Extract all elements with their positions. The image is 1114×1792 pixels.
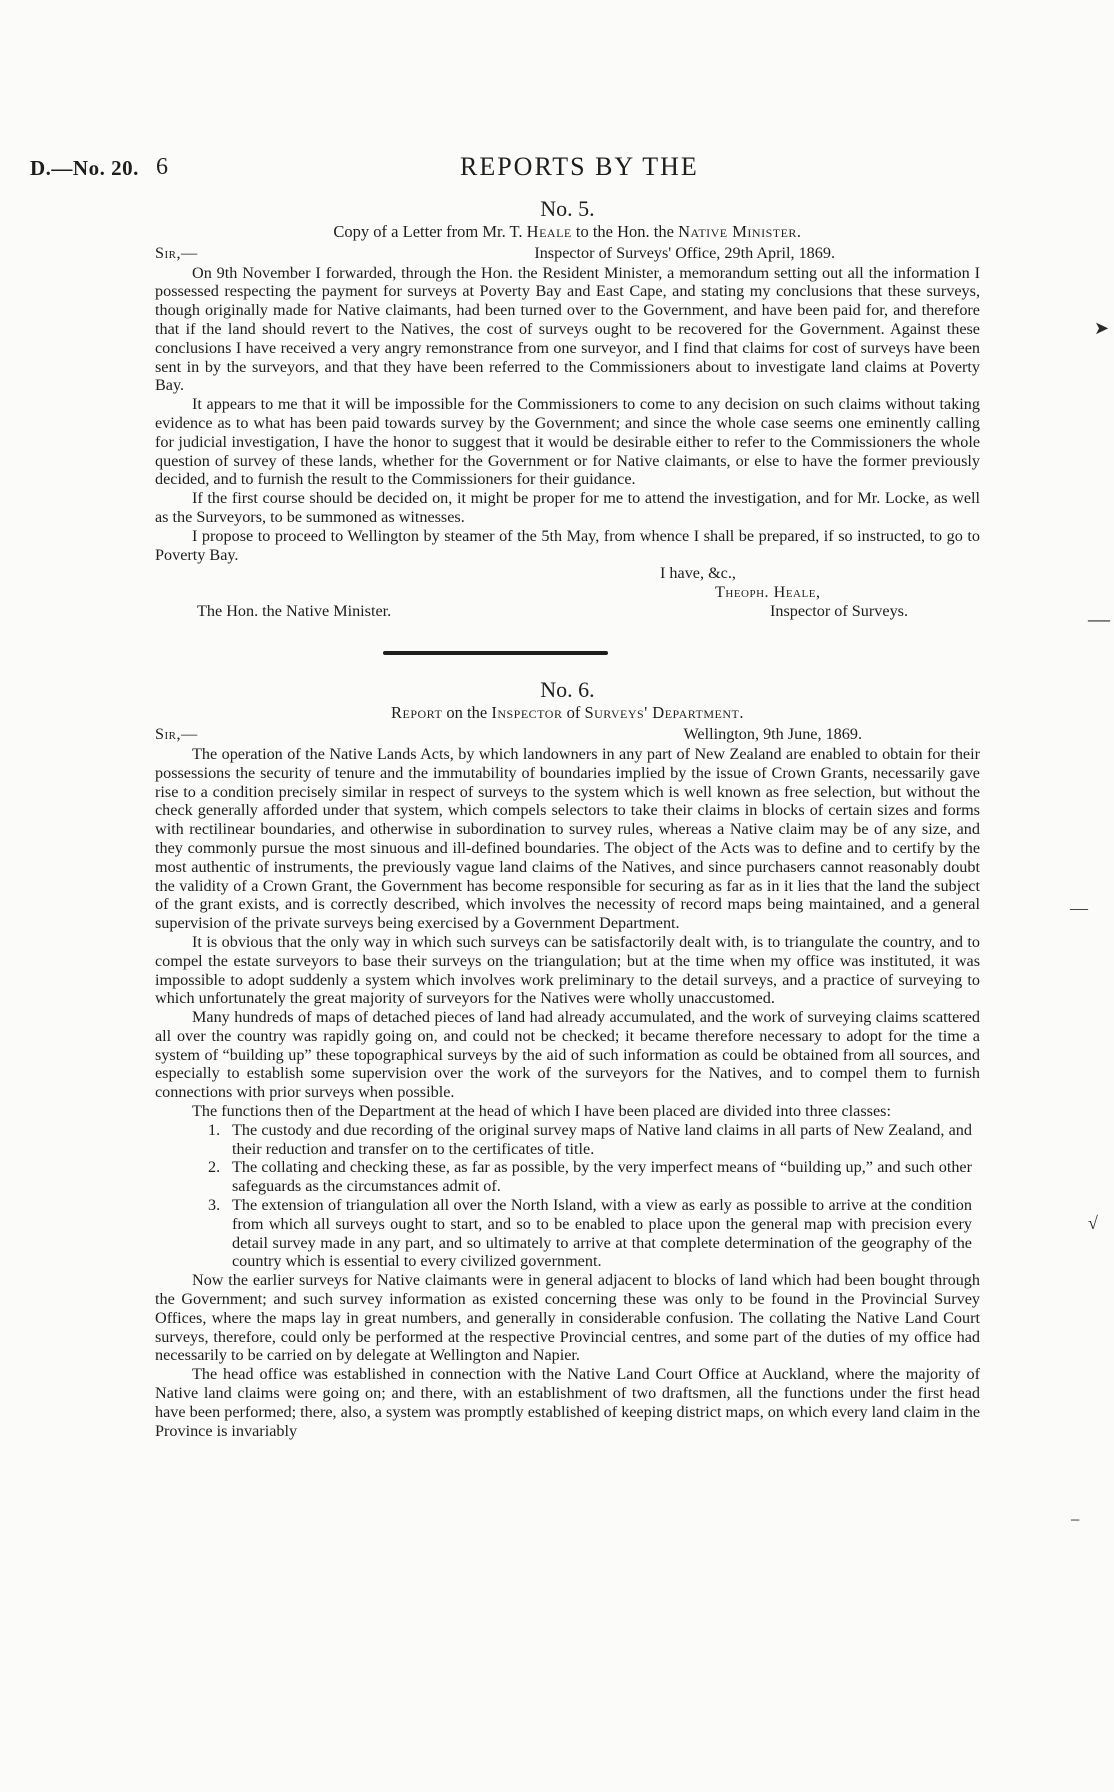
caption-part: on the (442, 703, 492, 723)
letter-caption (155, 223, 980, 242)
page-body (155, 196, 980, 1440)
list-item (208, 1196, 972, 1271)
section-divider (383, 651, 608, 655)
closing-phrase: I have, &c., (660, 564, 736, 583)
function-classes-list (155, 1121, 980, 1271)
paragraph: I propose to proceed to Wellington by steamer of the 5th May, from whence I shall be prepared, if so instructed, to go to Poverty Bay. (155, 526, 980, 564)
list-text: The custody and due recording of the original survey maps of Native land claims in all parts of New Zealand, and their reduction and transfer on to the certificates of title. (232, 1120, 972, 1158)
letter-no-5 (155, 196, 980, 621)
salutation-row (155, 725, 980, 745)
running-title: REPORTS BY THE (460, 152, 699, 181)
letter-number: No. 5. (540, 196, 595, 221)
caption-part: Report (390, 703, 443, 723)
list-number: 1. (208, 1120, 221, 1139)
report-caption (155, 704, 980, 723)
salutation: Sir,— (155, 724, 198, 743)
report-date: Wellington, 9th June, 1869. (683, 724, 862, 743)
margin-mark: — (1088, 606, 1110, 631)
document-reference: D.—No. 20. (30, 156, 139, 180)
caption-part: Copy of a Letter from Mr. T. (333, 221, 527, 241)
paragraph: On 9th November I forwarded, through the Hon. the Resident Minister, a memorandum setting out all the information I possessed respecting the payment for surveys at Poverty Bay and East Cape, and stating my conclusions that these surveys, though originally made for Native claimants, had been turned over to the Government, and have been paid for, and therefore that if the land should revert to the Natives, the cost of surveys ought to be recovered for the Government. Against these conclusions I have received a very angry remonstrance from one surveyor, and I find that claims for cost of surveys have been sent in by the surveyors, and that they have been referred to the Commissioners about to investigate land claims at Poverty Bay. (155, 263, 980, 395)
addressee: The Hon. the Native Minister. (197, 602, 392, 621)
report-no-6 (155, 677, 980, 1440)
margin-mark: − (1070, 1510, 1081, 1530)
paragraph: It appears to me that it will be impossible for the Commissioners to come to any decision on such claims without taking evidence as to what has been paid towards survey by the Government; and since the whole case seems one eminently calling for judicial investigation, I have the honor to suggest that it would be desirable either to refer to the Commissioners the whole question of survey of these lands, whether for the Government or for Native claimants, or else to have the former previously decided, and to furnish the result to the Commissioners for their guidance. (155, 395, 980, 489)
page-header (30, 150, 1070, 190)
list-item (208, 1158, 972, 1196)
list-item (208, 1120, 972, 1159)
page-number: 6 (156, 154, 168, 180)
caption-part: Inspector (491, 703, 563, 723)
signature: Theoph. Heale, (715, 583, 821, 602)
salutation: Sir,— (155, 243, 198, 262)
list-text: The extension of triangulation all over the North Island, with a view as early as possible to arrive at the condition from which all surveys ought to start, and so to be enabled to place upon the general map with precision every detail survey made in any part, and so ultimately to arrive at that complete determination of the geography of the country which is essential to every civilized government. (232, 1196, 972, 1271)
caption-part: Surveys' Department. (584, 703, 745, 723)
caption-part: of (562, 703, 585, 723)
paragraph: The head office was established in connection with the Native Land Court Office at Auckland, where the majority of Native land claims were going on; and there, with an establishment of two draftsmen, all the functions under the first head have been performed; there, also, a system was promptly established of keeping district maps, on which every land claim in the Province is invariably (155, 1365, 980, 1440)
report-number: No. 6. (540, 677, 595, 703)
caption-part: to the Hon. the (571, 221, 679, 241)
margin-mark: ➤ (1094, 318, 1110, 338)
letter-address-date: Inspector of Surveys' Office, 29th April, 1869. (534, 243, 835, 262)
caption-office: Native Minister. (678, 221, 802, 241)
margin-mark: — (1070, 898, 1088, 918)
list-number: 2. (208, 1158, 221, 1177)
paragraph: Many hundreds of maps of detached pieces of land had already accumulated, and the work of surveying claims scattered all over the country was rapidly going on, and could not be checked; it became therefore necessary to adopt for the time a system of “building up” these topographical surveys by the aid of such information as could be obtained from all sources, and especially to establish some supervision over the work of the surveyors for the Natives, and to compel them to furnish connections with prior surveys when possible. (155, 1008, 980, 1102)
list-text: The collating and checking these, as far as possible, by the very imperfect means of “building up,” and such other safeguards as the circumstances admit of. (232, 1158, 972, 1196)
margin-mark: √ (1088, 1213, 1098, 1233)
paragraph: The operation of the Native Lands Acts, by which landowners in any part of New Zealand are enabled to obtain for their possessions the security of tenure and the immutability of boundaries implied by the issue of Crown Grants, necessarily gave rise to a condition precisely similar in respect of surveys to the system which is well known as free selection, but without the check generally afforded under that system, which compels selectors to take their claims in blocks of certain sizes and forms with rectilinear boundaries, and otherwise in subordination to survey rules, whereas a Native claim may be of any size, and they commonly pursue the most sinuous and ill-defined boundaries. The object of the Acts was to define and to certify by the most authentic of instruments, the previously vague land claims of the Natives, and since purchasers cannot reasonably doubt the validity of a Crown Grant, the Government has become responsible for securing as far as in it lies that the land the subject of the grant exists, and is correctly described, which involves the necessity of record maps being maintained, and a general supervision of the private surveys being exercised by a Government Department. (155, 744, 980, 933)
list-number: 3. (208, 1196, 221, 1215)
paragraph: If the first course should be decided on, it might be proper for me to attend the investigation, and for Mr. Locke, as well as the Surveyors, to be summoned as witnesses. (155, 489, 980, 526)
paragraph: Now the earlier surveys for Native claimants were in general adjacent to blocks of land which had been bought through the Government; and such survey information as existed concerning these was only to be found in the Provincial Survey Offices, where the maps lay in great numbers, and generally in considerable confusion. The collating the Native Land Court surveys, therefore, could only be performed at the respective Provincial centres, and some part of the duties of my office had necessarily to be carried on by delegate at Wellington and Napier. (155, 1271, 980, 1365)
salutation-row (155, 244, 980, 264)
signatory-title: Inspector of Surveys. (770, 602, 909, 621)
caption-name: Heale (526, 221, 572, 241)
paragraph: The functions then of the Department at the head of which I have been placed are divided into three classes: (192, 1102, 891, 1121)
paragraph: It is obvious that the only way in which such surveys can be satisfactorily dealt with, is to triangulate the country, and to compel the estate surveyors to base their surveys on the triangulation; but at the time when my office was instituted, it was impossible to adopt suddenly a system which involves work preliminary to the detail surveys, and a practice of surveying to which unfortunately the great majority of surveyors for the Natives were wholly unaccustomed. (155, 932, 980, 1008)
addressee-row (155, 602, 980, 621)
letter-closing (155, 564, 980, 621)
